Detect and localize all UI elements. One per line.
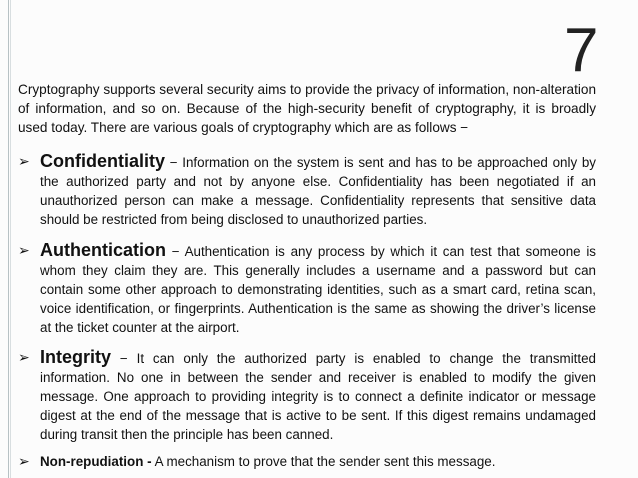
arrow-bullet-icon: ➢ xyxy=(18,153,30,169)
arrow-bullet-icon: ➢ xyxy=(18,349,30,365)
intro-paragraph: Cryptography supports several security aims to provide the privacy of information, non-alteration of information, and so on. Because of the high-security benefit of cryptography, it is broadly used today. There are various goals of cryptography which are as follows − xyxy=(18,82,597,135)
bullet-term: Confidentiality xyxy=(40,151,165,171)
left-border-line-inner xyxy=(10,0,11,478)
bullet-integrity xyxy=(18,348,596,444)
arrow-bullet-icon: ➢ xyxy=(18,242,30,258)
slide-number: 7 xyxy=(564,16,599,85)
bullet-text: Authentication is any process by which it can test that someone is whom they claim they are. This generally includes a username and a password but can contain some other approach to demonstrating identities, such as a smart card, retina scan, voice identification, or fingerprints. Authentication is the same as showing the driver’s license at the ticket counter at the airport. xyxy=(40,244,596,335)
bullet-term: Non-repudiation - xyxy=(40,454,152,469)
bullet-text: Information on the system is sent and has to be approached only by the authorized party and not by anyone else. Confidentiality has been negotiated if an unauthorized person can make a message. Confidentiality represents that sensitive data should be restricted from being disclosed to unauthorized parties. xyxy=(40,155,596,227)
bullet-term: Authentication xyxy=(40,240,166,260)
bullet-separator: − xyxy=(166,244,185,259)
bullet-non-repudiation xyxy=(18,452,596,471)
bullet-authentication xyxy=(18,241,596,337)
left-border-line xyxy=(8,0,9,478)
bullet-separator: − xyxy=(165,155,183,170)
bullet-text: It can only the authorized party is enabled to change the transmitted information. No one in between the sender and receiver is enabled to modify the given message. One approach to providing integrity is to connect a definite indicator or message digest at the end of the message that is active to be sent. If this digest remains undamaged during transit then the principle has been canned. xyxy=(40,351,596,442)
bullet-confidentiality xyxy=(18,152,596,229)
bullet-term: Integrity xyxy=(40,347,112,367)
bullet-text: A mechanism to prove that the sender sent this message. xyxy=(154,454,496,469)
arrow-bullet-icon: ➢ xyxy=(18,453,30,469)
bullet-separator: − xyxy=(111,351,137,366)
